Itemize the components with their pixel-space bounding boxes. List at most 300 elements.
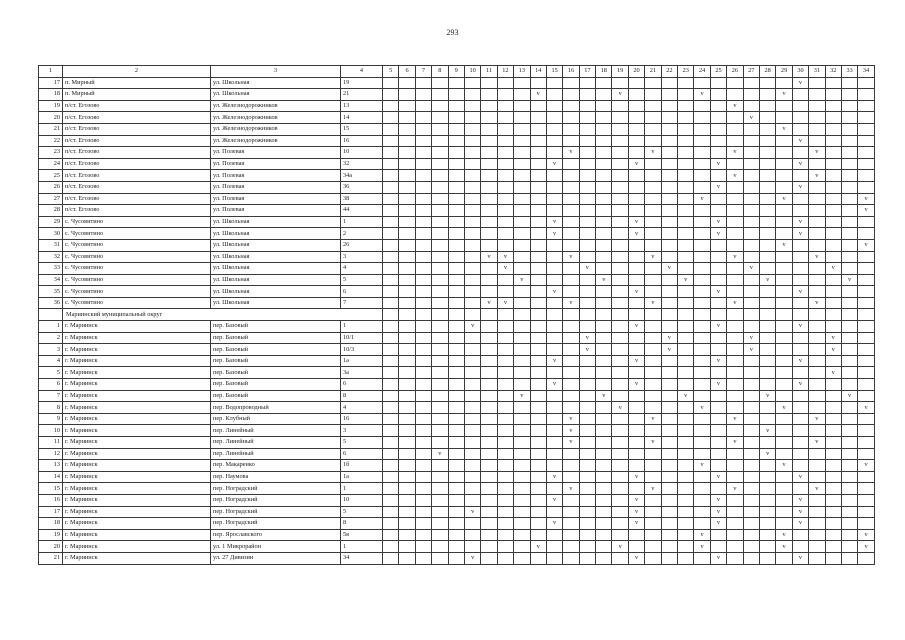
check-mark: v: [546, 216, 562, 228]
mark-cell: [497, 239, 513, 251]
mark-cell: [776, 344, 792, 356]
mark-cell: [841, 552, 857, 564]
house-cell: 6: [341, 448, 383, 460]
mark-cell: [514, 529, 530, 541]
mark-cell: [645, 529, 661, 541]
settlement-cell: г. Мариинск: [63, 332, 211, 344]
mark-cell: [858, 123, 874, 135]
mark-cell: [612, 100, 628, 112]
check-mark: v: [628, 158, 644, 170]
mark-cell: [448, 425, 464, 437]
mark-cell: [383, 297, 399, 309]
mark-cell: [727, 158, 743, 170]
mark-cell: [678, 77, 694, 89]
mark-cell: [710, 344, 726, 356]
mark-cell: [759, 529, 775, 541]
mark-cell: [841, 205, 857, 217]
mark-cell: [563, 494, 579, 506]
mark-cell: [530, 158, 546, 170]
row-number: 1: [39, 321, 63, 333]
mark-cell: [399, 147, 415, 159]
mark-cell: [415, 437, 431, 449]
mark-cell: [448, 471, 464, 483]
mark-cell: [596, 413, 612, 425]
mark-cell: [792, 123, 808, 135]
mark-cell: [710, 413, 726, 425]
street-cell: пер. Ноградский: [211, 518, 341, 530]
mark-cell: [678, 205, 694, 217]
mark-cell: [743, 402, 759, 414]
mark-cell: [497, 552, 513, 564]
mark-cell: [448, 483, 464, 495]
mark-cell: [628, 89, 644, 101]
mark-cell: [383, 402, 399, 414]
check-mark: v: [645, 147, 661, 159]
table-row: [39, 112, 875, 124]
mark-cell: [628, 147, 644, 159]
mark-cell: [530, 529, 546, 541]
mark-cell: [546, 332, 562, 344]
mark-cell: [448, 344, 464, 356]
mark-cell: [497, 471, 513, 483]
mark-cell: [383, 437, 399, 449]
mark-cell: [858, 181, 874, 193]
mark-cell: [612, 239, 628, 251]
mark-cell: [743, 193, 759, 205]
settlement-cell: с. Чусовитино: [63, 286, 211, 298]
check-mark: v: [743, 263, 759, 275]
mark-cell: [579, 425, 595, 437]
house-cell: 16: [341, 413, 383, 425]
mark-cell: [415, 448, 431, 460]
mark-cell: [645, 309, 661, 321]
mark-cell: [448, 448, 464, 460]
mark-cell: [661, 355, 677, 367]
mark-cell: [678, 216, 694, 228]
mark-cell: [727, 193, 743, 205]
mark-cell: [530, 112, 546, 124]
mark-cell: [661, 239, 677, 251]
mark-cell: [759, 147, 775, 159]
check-mark: v: [628, 518, 644, 530]
row-number: 18: [39, 518, 63, 530]
mark-cell: [612, 263, 628, 275]
mark-cell: [399, 402, 415, 414]
mark-cell: [399, 158, 415, 170]
mark-cell: [514, 402, 530, 414]
table-row: [39, 205, 875, 217]
mark-cell: [694, 494, 710, 506]
mark-cell: [464, 460, 480, 472]
street-cell: ул. Школьная: [211, 263, 341, 275]
mark-cell: [530, 413, 546, 425]
mark-cell: [825, 413, 841, 425]
check-mark: v: [792, 494, 808, 506]
house-cell: 6: [341, 286, 383, 298]
mark-cell: [579, 89, 595, 101]
settlement-cell: г. Мариинск: [63, 355, 211, 367]
check-mark: v: [825, 332, 841, 344]
mark-cell: [825, 158, 841, 170]
mark-cell: [432, 506, 448, 518]
check-mark: v: [596, 390, 612, 402]
mark-cell: [546, 170, 562, 182]
mark-cell: [809, 181, 825, 193]
mark-cell: [383, 251, 399, 263]
row-number: 27: [39, 193, 63, 205]
mark-cell: [432, 181, 448, 193]
header-cell: 17: [579, 66, 595, 78]
table-row: [39, 448, 875, 460]
mark-cell: [464, 379, 480, 391]
mark-cell: [645, 506, 661, 518]
mark-cell: [792, 309, 808, 321]
header-cell: 2: [63, 66, 211, 78]
mark-cell: [514, 228, 530, 240]
mark-cell: [464, 402, 480, 414]
mark-cell: [841, 413, 857, 425]
mark-cell: [743, 297, 759, 309]
mark-cell: [809, 379, 825, 391]
mark-cell: [514, 448, 530, 460]
mark-cell: [612, 437, 628, 449]
mark-cell: [612, 425, 628, 437]
mark-cell: [792, 529, 808, 541]
mark-cell: [514, 251, 530, 263]
mark-cell: [596, 228, 612, 240]
mark-cell: [661, 205, 677, 217]
mark-cell: [432, 251, 448, 263]
mark-cell: [776, 228, 792, 240]
mark-cell: [432, 321, 448, 333]
mark-cell: [858, 518, 874, 530]
table-row: [39, 239, 875, 251]
check-mark: v: [710, 321, 726, 333]
mark-cell: [415, 274, 431, 286]
mark-cell: [727, 506, 743, 518]
mark-cell: [809, 541, 825, 553]
mark-cell: [399, 216, 415, 228]
settlement-cell: п/ст. Егозово: [63, 100, 211, 112]
mark-cell: [841, 344, 857, 356]
mark-cell: [825, 286, 841, 298]
mark-cell: [612, 286, 628, 298]
mark-cell: [645, 344, 661, 356]
table-row: [39, 321, 875, 333]
header-cell: 10: [464, 66, 480, 78]
mark-cell: [448, 297, 464, 309]
row-number: 19: [39, 100, 63, 112]
mark-cell: [481, 367, 497, 379]
mark-cell: [678, 228, 694, 240]
mark-cell: [759, 552, 775, 564]
mark-cell: [563, 181, 579, 193]
mark-cell: [514, 379, 530, 391]
mark-cell: [759, 193, 775, 205]
mark-cell: [612, 460, 628, 472]
street-cell: пер. Базовый: [211, 344, 341, 356]
mark-cell: [809, 355, 825, 367]
mark-cell: [383, 158, 399, 170]
settlement-cell: г. Мариинск: [63, 402, 211, 414]
mark-cell: [530, 390, 546, 402]
street-cell: ул. Школьная: [211, 286, 341, 298]
house-cell: 34: [341, 552, 383, 564]
check-mark: v: [530, 89, 546, 101]
mark-cell: [415, 100, 431, 112]
mark-cell: [628, 425, 644, 437]
mark-cell: [563, 448, 579, 460]
mark-cell: [383, 100, 399, 112]
mark-cell: [825, 193, 841, 205]
check-mark: v: [497, 263, 513, 275]
row-number: 30: [39, 228, 63, 240]
table-row: [39, 77, 875, 89]
mark-cell: [514, 541, 530, 553]
house-cell: 21: [341, 89, 383, 101]
check-mark: v: [809, 413, 825, 425]
house-cell: 15: [341, 123, 383, 135]
mark-cell: [579, 518, 595, 530]
mark-cell: [579, 123, 595, 135]
mark-cell: [383, 181, 399, 193]
check-mark: v: [710, 216, 726, 228]
mark-cell: [464, 448, 480, 460]
mark-cell: [858, 147, 874, 159]
check-mark: v: [596, 274, 612, 286]
mark-cell: [448, 286, 464, 298]
mark-cell: [399, 77, 415, 89]
mark-cell: [727, 448, 743, 460]
mark-cell: [645, 402, 661, 414]
check-mark: v: [628, 379, 644, 391]
check-mark: v: [825, 263, 841, 275]
house-cell: 5: [341, 437, 383, 449]
mark-cell: [383, 112, 399, 124]
mark-cell: [743, 367, 759, 379]
mark-cell: [743, 205, 759, 217]
mark-cell: [448, 390, 464, 402]
mark-cell: [514, 205, 530, 217]
check-mark: v: [645, 483, 661, 495]
mark-cell: [628, 448, 644, 460]
check-mark: v: [759, 274, 775, 286]
street-cell: ул. Железнодорожников: [211, 135, 341, 147]
mark-cell: [678, 425, 694, 437]
check-mark: v: [792, 77, 808, 89]
mark-cell: [530, 274, 546, 286]
mark-cell: [481, 135, 497, 147]
mark-cell: [727, 425, 743, 437]
mark-cell: [858, 309, 874, 321]
mark-cell: [464, 216, 480, 228]
mark-cell: [743, 77, 759, 89]
mark-cell: [481, 413, 497, 425]
mark-cell: [694, 251, 710, 263]
mark-cell: [841, 77, 857, 89]
table-body: [39, 66, 875, 565]
mark-cell: [743, 158, 759, 170]
mark-cell: [383, 448, 399, 460]
mark-cell: [628, 402, 644, 414]
mark-cell: [759, 263, 775, 275]
mark-cell: [710, 297, 726, 309]
mark-cell: [481, 112, 497, 124]
mark-cell: [563, 205, 579, 217]
mark-cell: [776, 518, 792, 530]
section-number-cell: [39, 309, 63, 321]
mark-cell: [825, 518, 841, 530]
mark-cell: [432, 170, 448, 182]
mark-cell: [825, 425, 841, 437]
mark-cell: [546, 123, 562, 135]
mark-cell: [792, 402, 808, 414]
mark-cell: [792, 89, 808, 101]
mark-cell: [399, 263, 415, 275]
mark-cell: [481, 239, 497, 251]
mark-cell: [759, 135, 775, 147]
mark-cell: [579, 239, 595, 251]
mark-cell: [776, 552, 792, 564]
mark-cell: [612, 181, 628, 193]
mark-cell: [776, 494, 792, 506]
mark-cell: [727, 321, 743, 333]
mark-cell: [481, 123, 497, 135]
mark-cell: [710, 100, 726, 112]
table-row: [39, 390, 875, 402]
mark-cell: [399, 274, 415, 286]
mark-cell: [399, 100, 415, 112]
check-mark: v: [792, 321, 808, 333]
mark-cell: [678, 239, 694, 251]
mark-cell: [579, 286, 595, 298]
mark-cell: [645, 286, 661, 298]
mark-cell: [383, 89, 399, 101]
mark-cell: [759, 123, 775, 135]
mark-cell: [809, 216, 825, 228]
table-row: [39, 158, 875, 170]
street-cell: пер. Ноградский: [211, 494, 341, 506]
mark-cell: [579, 205, 595, 217]
mark-cell: [546, 483, 562, 495]
mark-cell: [481, 158, 497, 170]
check-mark: v: [809, 437, 825, 449]
mark-cell: [612, 297, 628, 309]
mark-cell: [596, 170, 612, 182]
mark-cell: [776, 448, 792, 460]
mark-cell: [464, 437, 480, 449]
row-number: 28: [39, 205, 63, 217]
mark-cell: [612, 170, 628, 182]
mark-cell: [415, 552, 431, 564]
mark-cell: [759, 355, 775, 367]
check-mark: v: [432, 448, 448, 460]
mark-cell: [579, 541, 595, 553]
check-mark: v: [694, 193, 710, 205]
mark-cell: [759, 344, 775, 356]
table-row: [39, 460, 875, 472]
mark-cell: [661, 181, 677, 193]
mark-cell: [776, 181, 792, 193]
settlement-cell: с. Чусовитино: [63, 216, 211, 228]
section-row: [39, 309, 875, 321]
mark-cell: [678, 332, 694, 344]
mark-cell: [727, 135, 743, 147]
mark-cell: [661, 425, 677, 437]
mark-cell: [841, 297, 857, 309]
mark-cell: [596, 332, 612, 344]
mark-cell: [678, 448, 694, 460]
mark-cell: [825, 135, 841, 147]
mark-cell: [448, 379, 464, 391]
mark-cell: [514, 413, 530, 425]
mark-cell: [645, 216, 661, 228]
mark-cell: [661, 89, 677, 101]
house-cell: 10: [341, 494, 383, 506]
mark-cell: [514, 344, 530, 356]
mark-cell: [399, 552, 415, 564]
mark-cell: [792, 483, 808, 495]
mark-cell: [710, 147, 726, 159]
mark-cell: [759, 332, 775, 344]
mark-cell: [546, 529, 562, 541]
mark-cell: [678, 170, 694, 182]
mark-cell: [383, 506, 399, 518]
street-cell: пер. Ярославского: [211, 529, 341, 541]
mark-cell: [546, 297, 562, 309]
header-cell: 24: [694, 66, 710, 78]
mark-cell: [743, 321, 759, 333]
mark-cell: [759, 379, 775, 391]
mark-cell: [628, 413, 644, 425]
mark-cell: [628, 483, 644, 495]
table-row: [39, 425, 875, 437]
mark-cell: [841, 170, 857, 182]
mark-cell: [399, 297, 415, 309]
mark-cell: [415, 263, 431, 275]
mark-cell: [661, 77, 677, 89]
mark-cell: [514, 123, 530, 135]
mark-cell: [628, 251, 644, 263]
row-number: 36: [39, 297, 63, 309]
mark-cell: [415, 158, 431, 170]
row-number: 24: [39, 158, 63, 170]
house-cell: 3: [341, 251, 383, 263]
mark-cell: [415, 147, 431, 159]
mark-cell: [514, 552, 530, 564]
header-cell: 19: [612, 66, 628, 78]
row-number: 20: [39, 541, 63, 553]
mark-cell: [383, 205, 399, 217]
mark-cell: [727, 541, 743, 553]
check-mark: v: [776, 193, 792, 205]
mark-cell: [563, 344, 579, 356]
mark-cell: [694, 274, 710, 286]
mark-cell: [448, 529, 464, 541]
check-mark: v: [809, 297, 825, 309]
mark-cell: [514, 355, 530, 367]
street-cell: ул. Школьная: [211, 216, 341, 228]
check-mark: v: [727, 297, 743, 309]
mark-cell: [841, 147, 857, 159]
mark-cell: [825, 321, 841, 333]
table-row: [39, 471, 875, 483]
mark-cell: [481, 529, 497, 541]
header-cell: 5: [383, 66, 399, 78]
mark-cell: [776, 321, 792, 333]
check-mark: v: [546, 471, 562, 483]
mark-cell: [415, 402, 431, 414]
